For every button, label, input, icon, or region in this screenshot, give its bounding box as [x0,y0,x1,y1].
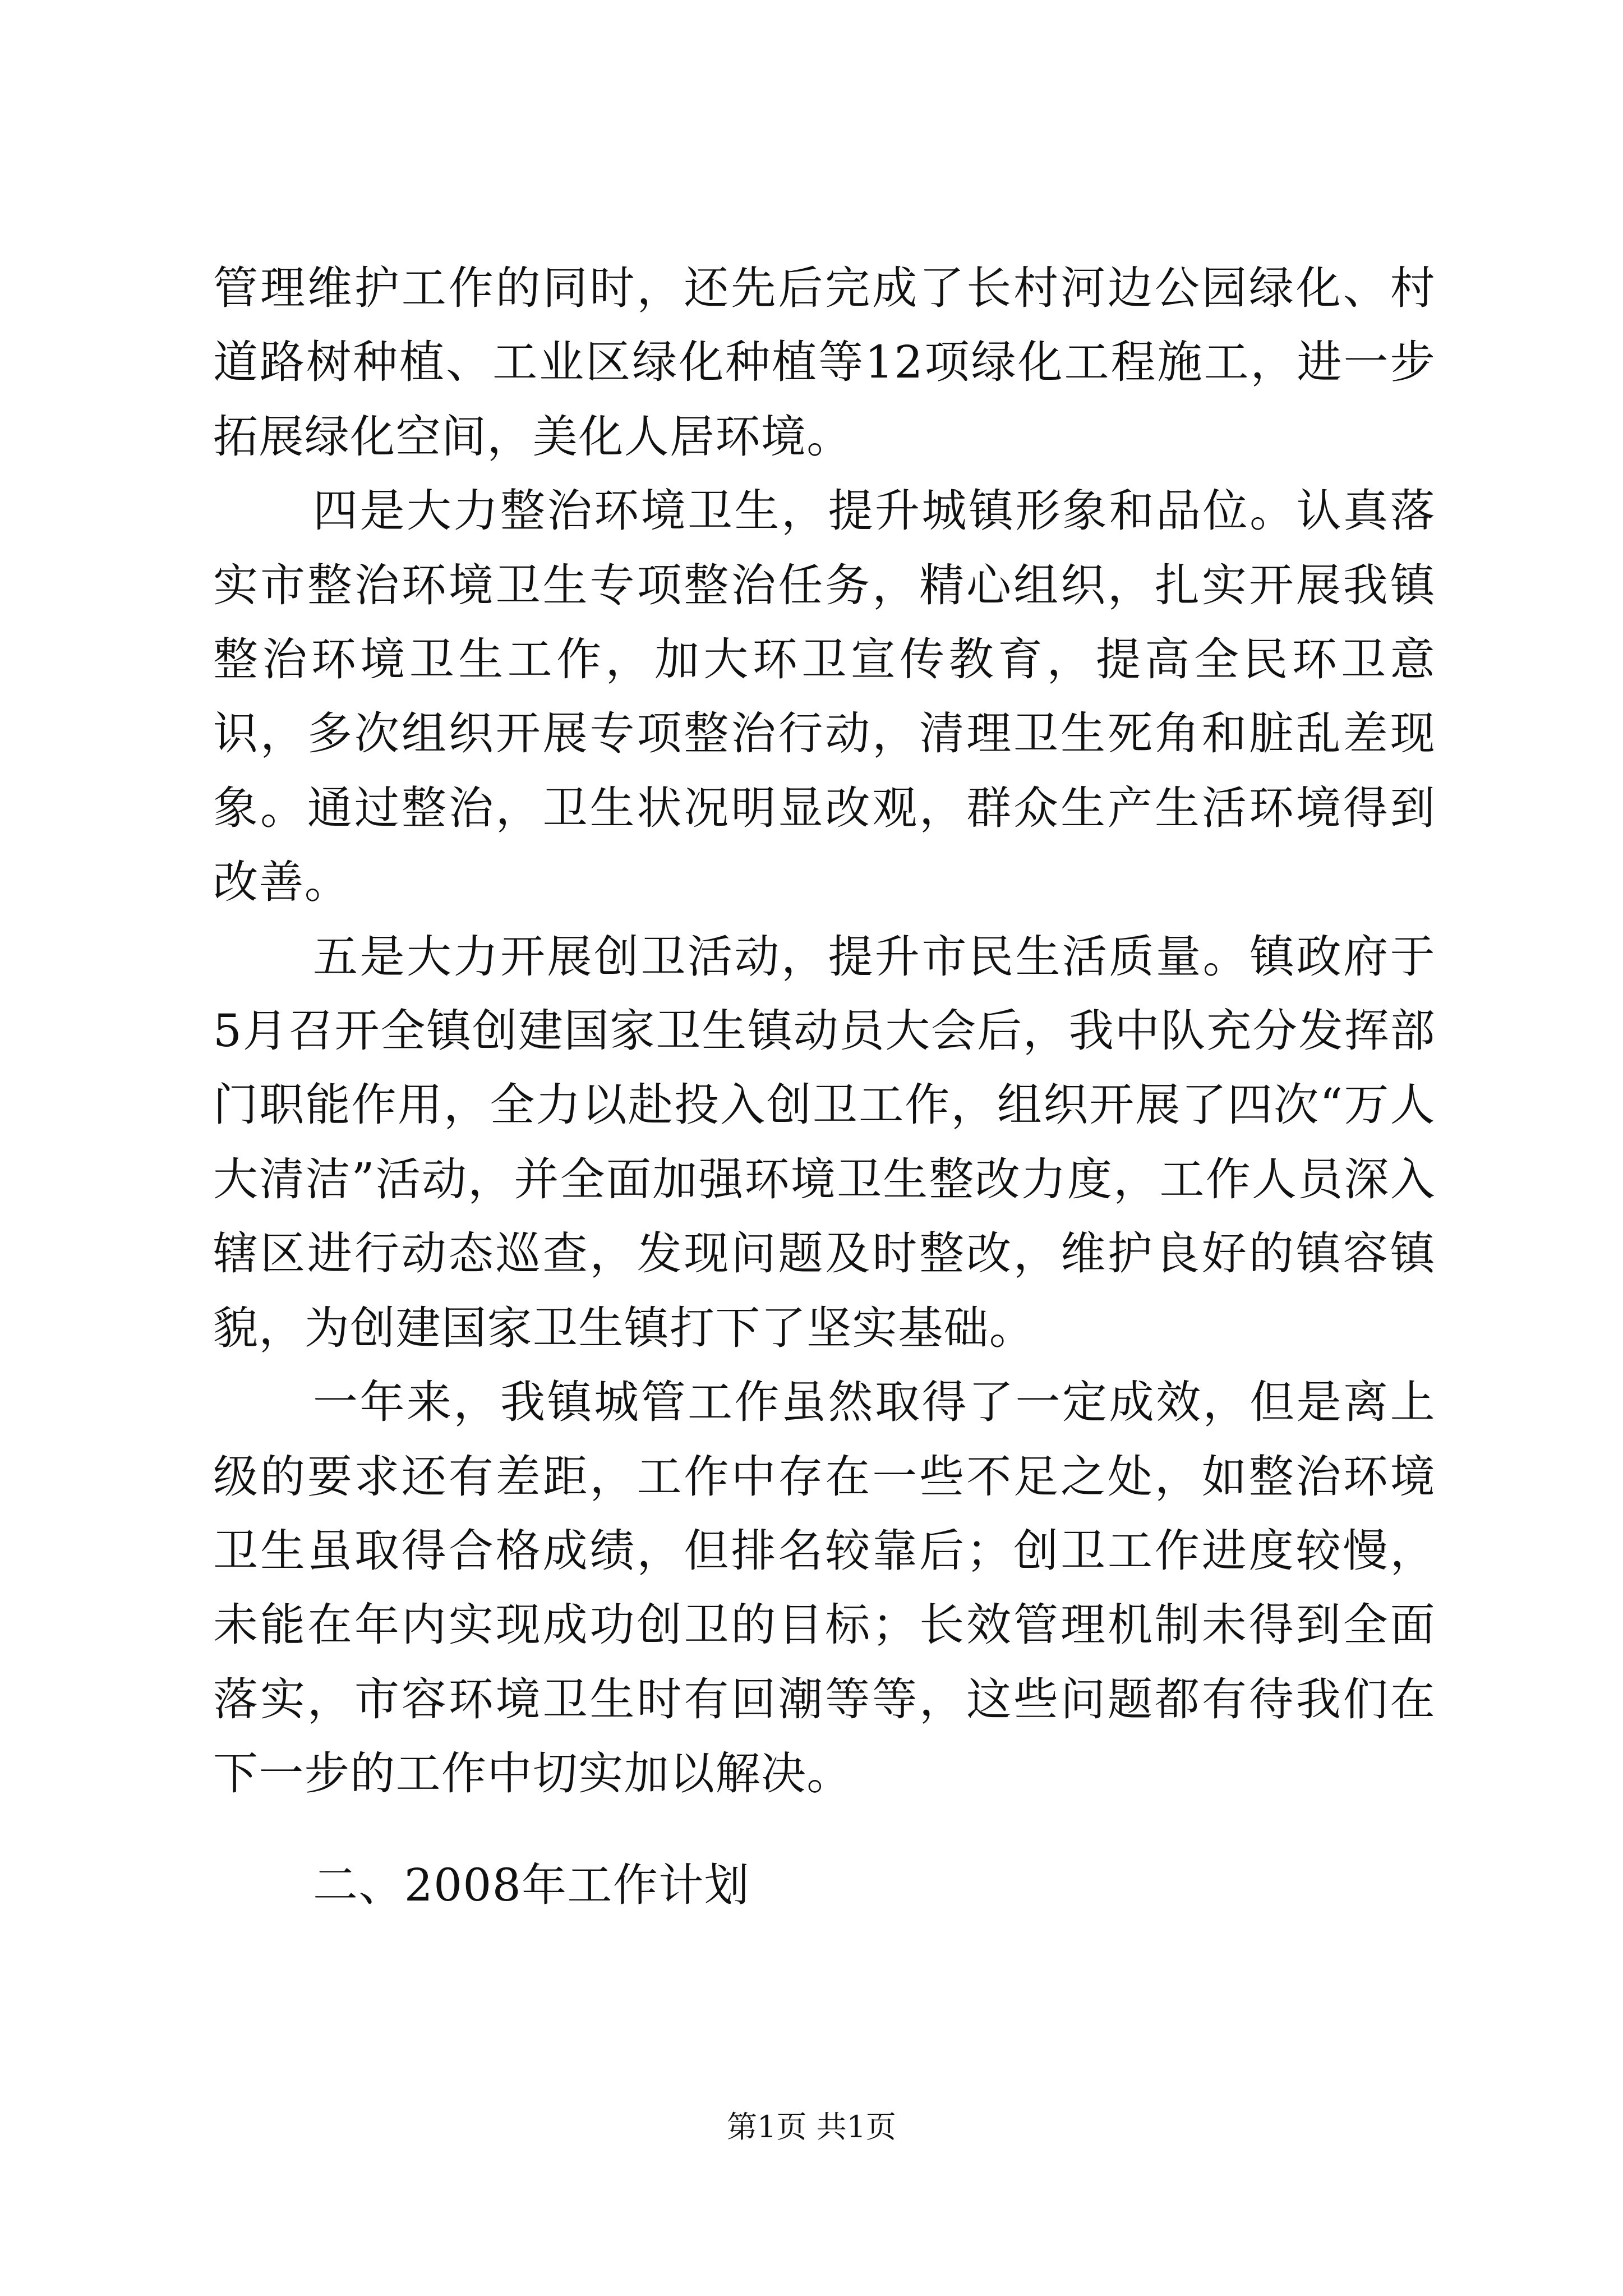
paragraph-item-four: 四是大力整治环境卫生，提升城镇形象和品位。认真落实市整治环境卫生专项整治任务，精心组织，扎实开展我镇整治环境卫生工作，加大环卫宣传教育，提高全民环卫意识，多次组织开展专项整治行动，清理卫生死角和脏乱差现象。通过整治，卫生状况明显改观，群众生产生活环境得到改善。 [213,485,1436,909]
paragraph-item-five: 五是大力开展创卫活动，提升市民生活质量。镇政府于5月召开全镇创建国家卫生镇动员大会后，我中队充分发挥部门职能作用，全力以赴投入创卫工作，组织开展了四次“万人大清洁”活动，并全面加强环境卫生整改力度，工作人员深入辖区进行动态巡查，发现问题及时整改，维护良好的镇容镇貌，为创建国家卫生镇打下了坚实基础。 [213,930,1436,1354]
page-footer: 第1页 共1页 [727,2109,896,2145]
section-heading: 二、2008年工作计划 [313,1858,750,1911]
document-body [213,251,1436,1922]
paragraph-summary: 一年来，我镇城管工作虽然取得了一定成效，但是离上级的要求还有差距，工作中存在一些不足之处，如整治环境卫生虽取得合格成绩，但排名较靠后；创卫工作进度较慢，未能在年内实现成功创卫的目标；长效管理机制未得到全面落实，市容环境卫生时有回潮等等，这些问题都有待我们在下一步的工作中切实加以解决。 [213,1376,1436,1800]
paragraph-continuation: 管理维护工作的同时，还先后完成了长村河边公园绿化、村道路树种植、工业区绿化种植等12项绿化工程施工，进一步拓展绿化空间，美化人居环境。 [213,262,1436,463]
